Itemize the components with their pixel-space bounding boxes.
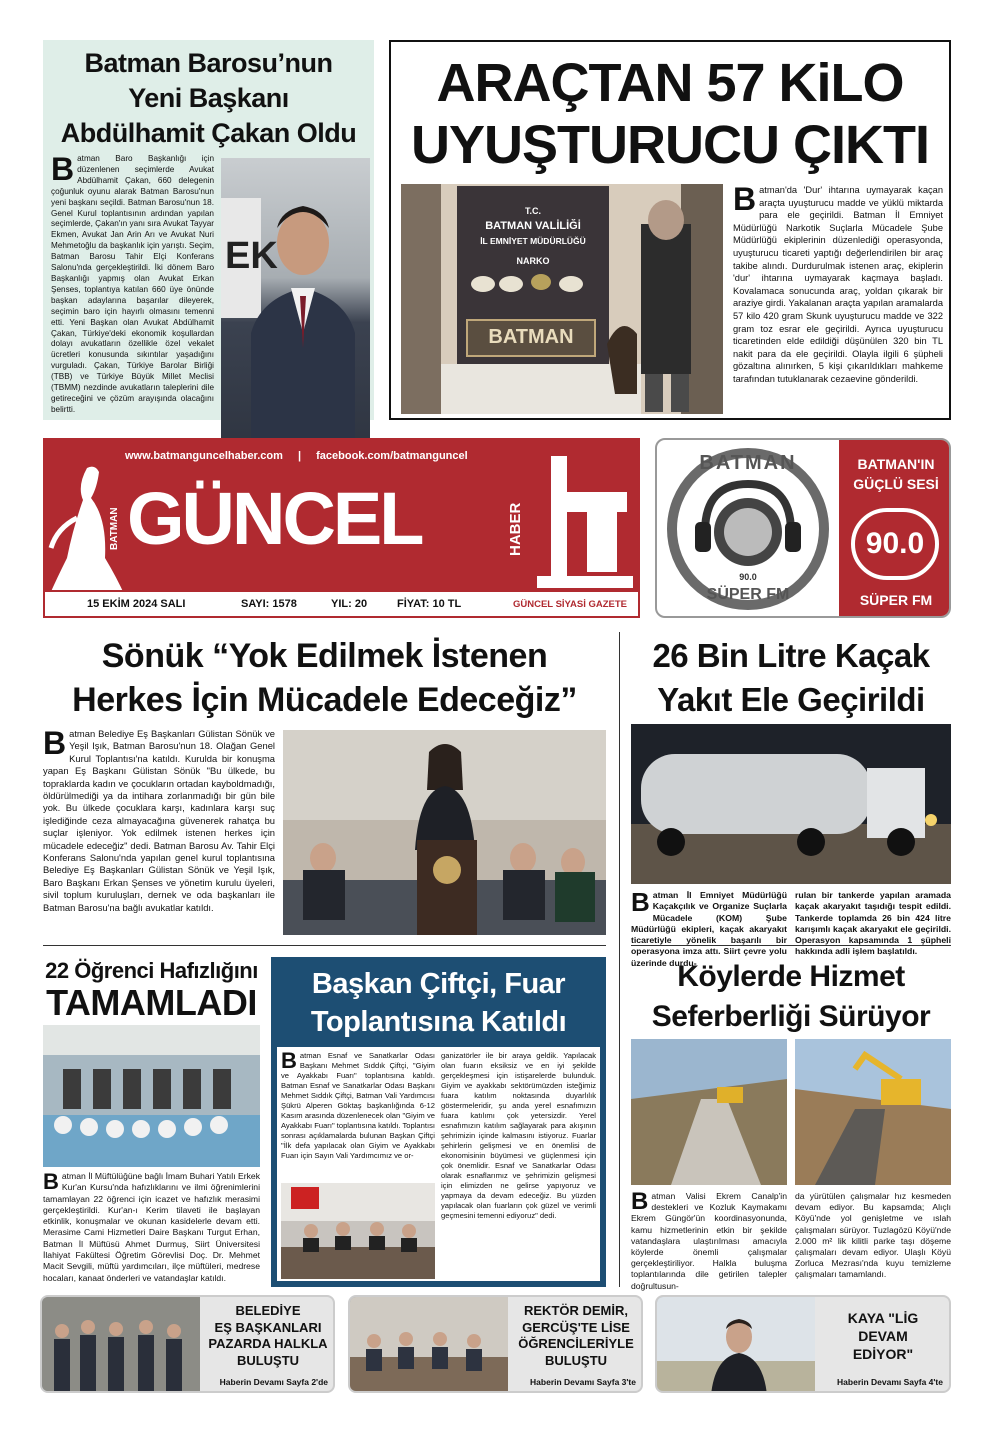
story-koy-headline xyxy=(631,957,951,1037)
masthead-info-bar xyxy=(43,590,640,618)
excavator-illustration xyxy=(795,1039,951,1185)
ceremony-illustration xyxy=(43,1025,260,1167)
teaser-1-page: Haberin Devamı Sayfa 2'de xyxy=(219,1377,328,1387)
teaser-line: KAYA "LİG xyxy=(847,1310,919,1326)
teaser-line: BULUŞTU xyxy=(236,1352,300,1368)
radio-badge: 90.0 xyxy=(739,572,757,582)
story-koy-body-col2 xyxy=(795,1191,951,1281)
teaser-line: EDİYOR" xyxy=(852,1346,914,1362)
headline-line: Seferberliği Sürüyor xyxy=(651,1000,931,1033)
teaser-line: BULUŞTU xyxy=(544,1352,608,1368)
portrait-illustration xyxy=(221,158,370,457)
teaser-line: EŞ BAŞKANLARI xyxy=(214,1319,322,1335)
road-paving-illustration xyxy=(631,1039,787,1185)
teaser-line: ÖĞRENCİLERİYLE xyxy=(518,1336,634,1351)
radio-panel xyxy=(839,440,951,618)
radio-arc-bottom: SÜPER FM xyxy=(706,586,790,603)
headline-line: Abdülhamit Çakan Oldu xyxy=(60,118,357,148)
teaser-1[interactable] xyxy=(40,1295,335,1393)
story-baro-text: atman Baro Başkanlığı için düzenlenen seçimlerde Avukat Abdülhamit Çakan, 660 delegenin çoğunluk oyunu alarak Batman Barosu'nun yeni başkanı seçildi. Batman Barosu'nun 18. Genel Kurul toplantısının ardından yapılan seçimlerde, Çakan'ın yanı sıra Avukat Tayyar Ekmen, Avukat Jan Arin Arı ve Avukat Nuri Mehmetoğlu da başkanlık için yarıştı. Seçim, Batman Barosu Tahir Elçi Konferans Salonu'nda gerçekleştirildi. İki dönem Baro Başkanlığı yapmış olan Avukat Erkan Şenses, toplantıya katılan 660 üye önünde başkan adaylarına başarılar dileyerek, seçimin baro için hayırlı olmasını temenni etti. Yeni Başkan olan Avukat Abdülhamit Çakan, Türkiye'deki ekonomik koşullardan dolayı avukatların özellikle özel vekalet ücretleri konusunda sıkıntılar yaşadığını vurguladı. Çakan, Türkiye Barolar Birliği (TBB) ve Türkiye Büyük Millet Meclisi (TBMM) nezdinde avukatların taleplerini dile getireceğini ve çözüm arayışında olacağını belirtti. xyxy=(51,154,214,414)
story-fuar-body-col2 xyxy=(441,1051,596,1221)
oil-pump-icon xyxy=(537,452,637,592)
issue-year: YIL: 20 xyxy=(331,598,368,610)
drop-cap: B xyxy=(631,887,650,917)
slogan-line: BATMAN'IN xyxy=(857,456,935,472)
headline-line: UYUŞTURUCU ÇIKTI xyxy=(411,115,929,175)
drug-seizure-illustration xyxy=(401,184,723,414)
story-drugs-text: atman'da 'Dur' ihtarına uymayarak kaçan araçta uyuşturucu madde ve yüklü miktarda para ele geçirildi. Batman İl Emniyet Müdürlüğü Narkotik Suçlarla Mücadele Şube Müdürlüğü ekiplerinin düzenlediği operasyonda, uyuşturucu ticareti yaptığı değerlendirilen bir araç takibe alındı. Durdurulmak istenen araç, ekiplerin 'dur' ihtarına uymayarak kaçmaya başladı. Kovalamaca sonucunda araç, yoldan çıkarak bir araziye girdi. Yakalanan araçta yapılan aramalarda 57 kilo 420 gram Skunk uyuşturucu madde ve 322 gram toz esrar ele geçirildi. Ayrıca uyuşturucu ticaretinden elde edildiği düşünülen 320 bin TL nakit para da ele geçirildi. Olayla ilgili 6 şüpheli gözaltına alınırken, 5 kişi çıkarıldıkları mahkeme tarafından tutuklanarak cezaevine gönderildi. xyxy=(733,185,943,384)
story-drugs-headline xyxy=(391,52,949,176)
story-drugs-photo xyxy=(401,184,723,414)
issue-date: 15 EKİM 2024 SALI xyxy=(87,598,186,610)
story-fuar-text-2: ganizatörler ile bir araya geldik. Yapılacak olan fuarın eksiksiz ve en iyi şekilde gerçekleşmesi için istişarelerde bulunduk. Giyim ve ayakkabı sektörümüzden isteğimiz fuara katılım noktasında duyarlılık göstermeleridir, şu anda yerel esnafımızın fuara katılımı çok yetersizdir. Yerel esnafımızın katılım sağlayarak para akışının şehrimizin içinde kalmasını istiyoruz. Fuarlar şehirlerin gelişmesi ve en önemlisi de ekonomisinin büyümesi ve güçlenmesi için çok önemlidir. Esnaf ve Sanatkarlar Odası olarak esnaflarımız ve şehrimizin gelişmesi için elimizden ne gelirse yapıyoruz ve yapmaya da devam edeceğiz. Bu yüzden yapılacak olan fuarların çok güzel ve verimli geçmesini temenni ediyoruz" dedi. xyxy=(441,1051,596,1220)
story-yakit-photo xyxy=(631,724,951,884)
podium-speech-illustration xyxy=(283,730,606,935)
story-hafiz-body xyxy=(43,1171,260,1284)
sign-batman: BATMAN xyxy=(488,326,574,348)
teaser-2-title xyxy=(512,1303,640,1369)
headline-line: Yakıt Ele Geçirildi xyxy=(657,681,925,718)
story-hafiz-title-small: 22 Öğrenci Hafızlığını xyxy=(45,958,258,983)
story-sonuk-photo xyxy=(283,730,606,935)
radio-frequency: 90.0 xyxy=(851,508,939,580)
story-koy-text-2: da yürütülen çalışmalar hız kesmeden devam ediyor. Bu kapsamda; Alıçlı Köyü'nde yol genişletme ve ıslah çalışmaları sürüyor. Tuzlagözü Köyü'nde 2.000 m² lik kilitli parke taşı döşeme çalışmaları devam ediyor. Ulaşlı Köyü Zorluca Mezrası'nda kuyu temizleme çalışmaları tamamlandı. xyxy=(795,1191,951,1280)
column-divider xyxy=(619,632,620,1287)
sign-tc: T.C. xyxy=(524,206,541,216)
story-hafiz-title-big: TAMAMLADI xyxy=(46,982,257,1023)
story-fuar-inner xyxy=(277,1047,600,1281)
market-crowd-illustration xyxy=(42,1297,200,1393)
teaser-2-page: Haberin Devamı Sayfa 3'te xyxy=(530,1377,636,1387)
story-hafiz-text: atman İl Müftülüğüne bağlı İmam Buhari Yatılı Erkek Kur'an Kursu'nda hafızlıklarını ve ilmi öğrenimlerini tamamlayan 22 öğrenci için icazet ve hafızlık merasimi gerçekleştirildi. Kur'an-ı Kerim tilaveti ile başlayan etkinlik, konuşmalar ve okunan kasidelerle devam etti. Merasime Cami Hizmetleri Daire Başkanı Turgut Erhan, Batman İl Müftüsü Ahmet Durmuş, Siirt Üniversitesi İlahiyat Fakültesi Öğretim Görevlisi Doç. Dr. Mehmet Macit Sevgili, müftü yardımcıları, ilçe müftüleri, medrese hocaları, kanaat önderleri ve vatandaşlar katıldı. xyxy=(43,1171,260,1283)
teaser-line: PAZARDA HALKLA xyxy=(208,1336,328,1351)
tagline: GÜNCEL SİYASİ GAZETE xyxy=(513,599,628,610)
drop-cap: B xyxy=(43,1169,59,1194)
story-drugs xyxy=(389,40,951,420)
story-sonuk-body xyxy=(43,725,275,914)
issue-number: SAYI: 1578 xyxy=(241,598,297,610)
story-fuar-photo xyxy=(281,1183,435,1279)
story-koy-text-1: atman Valisi Ekrem Canalp'in destekleri ve Kozluk Kaymakamı Ekrem Güngör'ün koordinasyonunda, kamu hizmetlerinin etkin bir şekilde vatandaşlara ulaştırılması amacıyla köylerde önemli çalışmalar gerçekleştiriliyor. Halkla buluşma toplantılarında dile getirilen talepler doğrultusun- xyxy=(631,1191,787,1291)
story-baro xyxy=(43,40,374,420)
story-baro-photo xyxy=(221,158,370,457)
teaser-1-title xyxy=(204,1303,332,1369)
teaser-line: REKTÖR DEMİR, xyxy=(524,1303,628,1318)
row-divider-right xyxy=(631,945,951,946)
headline-line: Batman Barosu’nun xyxy=(84,48,333,78)
masthead xyxy=(43,438,640,618)
story-drugs-body xyxy=(733,181,943,386)
drop-cap: B xyxy=(43,725,67,761)
teaser-3-title xyxy=(819,1309,947,1363)
sign-narko: NARKO xyxy=(516,256,550,266)
logo-small: BATMAN xyxy=(109,507,120,550)
radio-name: SÜPER FM xyxy=(859,592,933,608)
headline-line: Herkes İçin Mücadele Edeceğiz” xyxy=(72,681,577,719)
story-sonuk-headline xyxy=(43,634,606,722)
story-fuar xyxy=(271,957,606,1287)
meeting-illustration xyxy=(281,1183,435,1279)
story-yakit-text-1: atman İl Emniyet Müdürlüğü Kaçakçılık ve Organize Suçlarla Mücadele (KOM) Şube Müdürlüğü ekipleri, kaçak akaryakıt ticaretiyle yönelik başarılı bir operasyona imza attı. Siirt çevre yolu üzerinde durdu- xyxy=(631,890,787,968)
story-koy-photo-1 xyxy=(631,1039,787,1185)
story-fuar-headline xyxy=(271,965,606,1041)
story-sonuk xyxy=(43,632,606,937)
teaser-line: DEVAM xyxy=(858,1328,908,1344)
story-yakit-text-2: rulan bir tankerde yapılan aramada kaçak akaryakıt taşıdığı tespit edildi. Tankerde toplamda 26 bin 424 litre karışımlı kaçak akaryakıt ele geçirildi. Operasyon kapsamında 1 şüpheli hakkında adli işlem başlatıldı. xyxy=(795,890,951,957)
link-separator: | xyxy=(297,450,302,462)
radio-ad xyxy=(655,438,951,618)
story-koy-photo-2 xyxy=(795,1039,951,1185)
headline-line: ARAÇTAN 57 KiLO xyxy=(436,53,904,113)
story-fuar-text-1: atman Esnaf ve Sanatkarlar Odası Başkanı Mehmet Sıddık Çiftçi, "Giyim ve Ayakkabı Fuarı" toplantısına katıldı. Batman Esnaf ve Sanatkarlar Odası Başkanı Mehmet Sıddık Çiftçi, Batman Vali Yardımcısı Şükrü Alperen Göktaş başkanlığında 6-12 Kasım arasında düzenlenecek olan "Giyim ve Ayakkabı Fuarı" toplantısına katıldı. Toplantısı sonrası açıklamalarda bulunan Başkan Çiftçi "İlk defa yapılacak olan Giyim ve Ayakkabı Fuarı için Sayın Vali Yardımcımız ve or- xyxy=(281,1051,435,1160)
website-link[interactable]: www.batmanguncelhaber.com xyxy=(125,450,283,462)
drop-cap: B xyxy=(51,151,75,187)
radio-arc-top: BATMAN xyxy=(699,452,797,474)
story-koy-body-col1 xyxy=(631,1188,787,1292)
portrait-outdoor-illustration xyxy=(657,1297,815,1393)
teaser-3[interactable] xyxy=(655,1295,951,1393)
teaser-3-photo xyxy=(657,1297,815,1393)
drop-cap: B xyxy=(281,1048,297,1073)
tanker-illustration xyxy=(631,724,951,884)
story-koy xyxy=(631,955,951,1291)
story-yakit-body-col2 xyxy=(795,890,951,958)
headline-line: Başkan Çiftçi, Fuar xyxy=(311,968,566,1000)
story-yakit xyxy=(631,632,951,968)
story-hafiz-photo xyxy=(43,1025,260,1167)
svg-text:EK: EK xyxy=(225,235,278,277)
slogan-line: GÜÇLÜ SESİ xyxy=(853,476,939,492)
headline-line: 26 Bin Litre Kaçak xyxy=(652,637,930,674)
story-baro-body xyxy=(51,151,214,416)
headline-line: Sönük “Yok Edilmek İstenen xyxy=(101,637,548,675)
sign-valilik: BATMAN VALİLİĞİ xyxy=(485,220,581,232)
teaser-line: BELEDİYE xyxy=(235,1303,301,1318)
drop-cap: B xyxy=(631,1188,649,1215)
logo-side: HABER xyxy=(507,502,524,556)
story-sonuk-text: atman Belediye Eş Başkanları Gülistan Sönük ve Yeşil Işık, Batman Barosu'nun 18. Olağan Genel Kurul Toplantısı'na katıldı. Kurulda bir konuşma yapan Eş Başkanı Gülistan Sönük "Bu ülkede, bu topraklarda kadın ve çocukların ortadan kayboldmadığı, öldürülmediği ya da intihara zorlanmadığı bir gün bile yok. Bu ülkede çocuklara karşı, kadınlara karşı suç işlediğinde ceza almayacağına güvenerek rahatça bu suçlar işleniyor. Yok edilmek istenen herkes için mücadele edeceğiz" dedi. Batman Barosu Av. Tahir Elçi Konferans Salonu'nda yapılan genel kurul toplantısına Belediye Eş Başkanları Gülistan Sönük ve Yeşil Işık, Baro Başkanı Erkan Şenses ve yönetim kurulu üyeleri, sivil toplum kuruluşları, dernek ve oda başkanları ile Batman Barosu'na bağlı avukatlar katıldı. xyxy=(43,728,275,913)
teaser-3-page: Haberin Devamı Sayfa 4'te xyxy=(837,1377,943,1387)
teaser-1-photo xyxy=(42,1297,200,1393)
headline-line: Toplantısına Katıldı xyxy=(310,1006,567,1038)
facebook-link[interactable]: facebook.com/batmanguncel xyxy=(316,450,468,462)
story-hafiz xyxy=(43,955,260,1285)
story-fuar-body-col1 xyxy=(281,1048,435,1161)
teaser-2[interactable] xyxy=(348,1295,643,1393)
row-divider-left xyxy=(43,945,606,946)
headline-line: Yeni Başkanı xyxy=(128,83,289,113)
classroom-illustration xyxy=(350,1297,508,1393)
teaser-2-photo xyxy=(350,1297,508,1393)
story-baro-headline xyxy=(43,46,374,151)
teaser-line: GERCÜŞ'TE LİSE xyxy=(522,1319,630,1335)
drop-cap: B xyxy=(733,181,757,217)
issue-price: FİYAT: 10 TL xyxy=(397,598,462,610)
radio-slogan xyxy=(839,454,951,494)
sign-emniyet: İL EMNİYET MÜDÜRLÜĞÜ xyxy=(480,236,586,246)
logo-main: GÜNCEL xyxy=(127,477,422,560)
story-yakit-headline xyxy=(631,634,951,722)
headline-line: Köylerde Hizmet xyxy=(677,960,905,993)
